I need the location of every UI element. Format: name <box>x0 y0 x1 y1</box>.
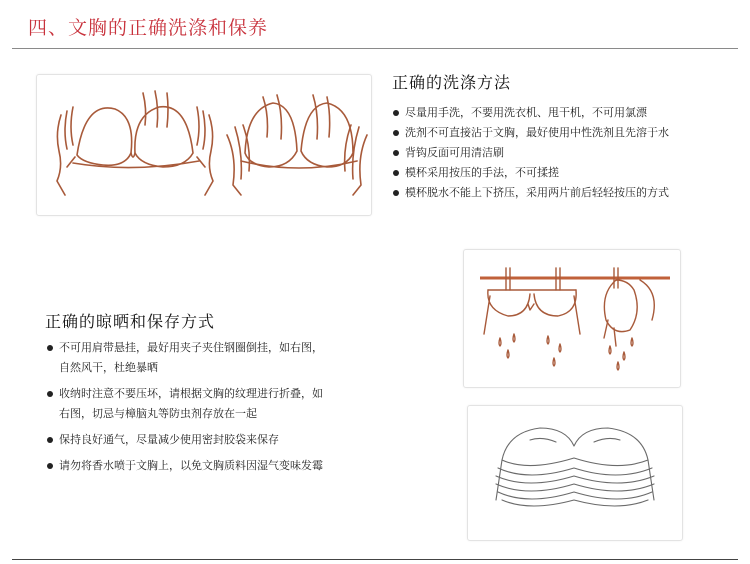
drying-list <box>46 338 396 476</box>
list-item-line: 保持良好通气，尽量减少使用密封胶袋来保存 <box>59 433 279 446</box>
drying-heading: 正确的晾晒和保存方式 <box>45 312 216 331</box>
list-item-line: 请勿将香水喷于文胸上，以免文胸质料因湿气变味发霉 <box>59 459 323 472</box>
list-item-line: 不可用肩带悬挂，最好用夹子夹住钢圈倒挂，如右图， <box>59 341 323 354</box>
stacked-storage-drawing <box>468 406 682 540</box>
list-item: 模杯脱水不能上下挤压，采用两片前后轻轻按压的方式 <box>392 183 742 203</box>
section-title: 四、文胸的正确洗涤和保养 <box>28 17 269 39</box>
washing-list <box>392 103 742 203</box>
list-item <box>46 430 396 450</box>
washing-heading: 正确的洗涤方法 <box>392 73 512 92</box>
list-item-line: 右图，切忌与樟脑丸等防虫剂存放在一起 <box>59 407 257 420</box>
hand-wash-drawing <box>37 75 371 215</box>
list-item <box>46 384 396 424</box>
list-item-line: 自然风干，杜绝暴晒 <box>59 361 158 374</box>
list-item: 洗剂不可直接沾于文胸，最好使用中性洗剂且先溶于水 <box>392 123 742 143</box>
list-item-line: 收纳时注意不要压坏，请根据文胸的纹理进行折叠，如 <box>59 387 323 400</box>
hand-wash-illustration <box>36 74 372 216</box>
bottom-divider <box>12 559 738 560</box>
stacked-storage-illustration <box>467 405 683 541</box>
list-item: 模杯采用按压的手法，不可揉搓 <box>392 163 742 183</box>
list-item <box>46 338 396 378</box>
hang-dry-drawing <box>464 250 680 387</box>
list-item: 尽量用手洗，不要用洗衣机、甩干机，不可用氯漂 <box>392 103 742 123</box>
list-item: 背钩反面可用清洁刷 <box>392 143 742 163</box>
hang-dry-illustration <box>463 249 681 388</box>
list-item <box>46 456 396 476</box>
title-divider <box>12 48 738 49</box>
